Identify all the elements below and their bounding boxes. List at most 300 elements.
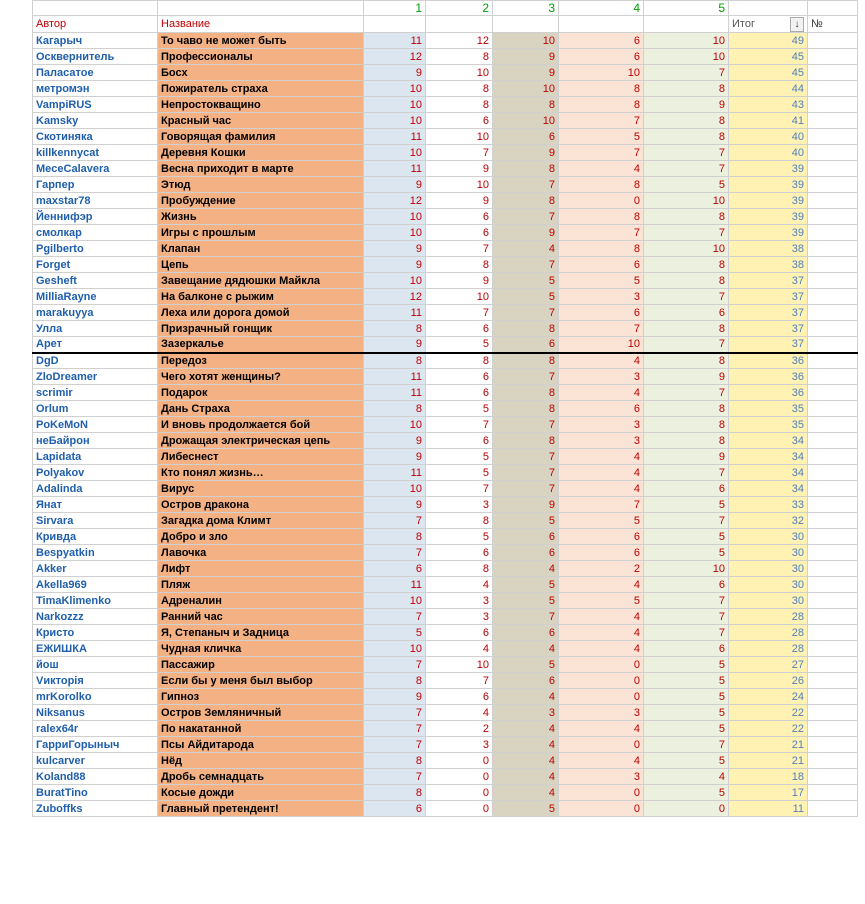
number-cell[interactable] (808, 321, 858, 337)
judge-4-score-cell[interactable]: 0 (559, 673, 644, 689)
judge-4-score-cell[interactable]: 3 (559, 369, 644, 385)
judge-5-score-cell[interactable]: 5 (644, 673, 729, 689)
judge-3-score-cell[interactable]: 7 (493, 369, 559, 385)
judge-1-score-cell[interactable]: 10 (364, 145, 426, 161)
title-cell[interactable]: Псы Айдитарода (158, 737, 364, 753)
judge-3-score-cell[interactable]: 7 (493, 609, 559, 625)
judge-5-score-cell[interactable]: 0 (644, 801, 729, 817)
judge-2-score-cell[interactable]: 8 (426, 257, 493, 273)
judge-3-score-cell[interactable]: 4 (493, 769, 559, 785)
judge-4-score-cell[interactable]: 4 (559, 577, 644, 593)
judge-3-score-cell[interactable]: 7 (493, 209, 559, 225)
judge-4-score-cell[interactable]: 5 (559, 593, 644, 609)
judge-5-score-cell[interactable]: 8 (644, 353, 729, 369)
total-cell[interactable]: 11 (729, 801, 808, 817)
judge-3-score-cell[interactable]: 6 (493, 337, 559, 353)
number-cell[interactable] (808, 577, 858, 593)
author-cell[interactable]: Gesheft (33, 273, 158, 289)
author-cell[interactable]: Zuboffks (33, 801, 158, 817)
title-cell[interactable]: И вновь продолжается бой (158, 417, 364, 433)
judge-5-score-cell[interactable]: 6 (644, 305, 729, 321)
number-cell[interactable] (808, 641, 858, 657)
number-cell[interactable] (808, 145, 858, 161)
total-cell[interactable]: 34 (729, 465, 808, 481)
total-cell[interactable]: 30 (729, 577, 808, 593)
judge-2-score-cell[interactable]: 9 (426, 273, 493, 289)
author-cell[interactable]: Akker (33, 561, 158, 577)
number-cell[interactable] (808, 225, 858, 241)
number-cell[interactable] (808, 737, 858, 753)
judge-4-score-cell[interactable]: 0 (559, 689, 644, 705)
judge-4-score-cell[interactable]: 6 (559, 401, 644, 417)
title-cell[interactable]: Игры с прошлым (158, 225, 364, 241)
number-cell[interactable] (808, 289, 858, 305)
title-cell[interactable]: Лифт (158, 561, 364, 577)
judge-5-score-cell[interactable]: 7 (644, 145, 729, 161)
total-cell[interactable]: 30 (729, 529, 808, 545)
judge-4-score-cell[interactable]: 5 (559, 129, 644, 145)
judge-1-score-cell[interactable]: 10 (364, 481, 426, 497)
title-cell[interactable]: Леха или дорога домой (158, 305, 364, 321)
judge-4-score-cell[interactable]: 7 (559, 497, 644, 513)
total-cell[interactable]: 28 (729, 625, 808, 641)
total-cell[interactable]: 35 (729, 401, 808, 417)
sort-descending-icon[interactable]: ↓ (790, 17, 804, 32)
judge-5-score-cell[interactable]: 10 (644, 193, 729, 209)
judge-3-score-cell[interactable]: 4 (493, 721, 559, 737)
judge-1-score-cell[interactable]: 11 (364, 33, 426, 49)
total-cell[interactable]: 33 (729, 497, 808, 513)
author-cell[interactable]: Янат (33, 497, 158, 513)
total-cell[interactable]: 45 (729, 65, 808, 81)
judge-3-score-cell[interactable]: 7 (493, 465, 559, 481)
author-cell[interactable]: Kamsky (33, 113, 158, 129)
number-cell[interactable] (808, 753, 858, 769)
title-cell[interactable]: Чудная кличка (158, 641, 364, 657)
judge-1-score-cell[interactable]: 9 (364, 689, 426, 705)
judge-5-score-cell[interactable]: 5 (644, 705, 729, 721)
judge-2-score-cell[interactable]: 8 (426, 49, 493, 65)
number-cell[interactable] (808, 689, 858, 705)
title-cell[interactable]: Добро и зло (158, 529, 364, 545)
judge-5-score-cell[interactable]: 7 (644, 385, 729, 401)
title-cell[interactable]: Пробуждение (158, 193, 364, 209)
author-cell[interactable]: Narkozzz (33, 609, 158, 625)
judge-2-score-cell[interactable]: 6 (426, 689, 493, 705)
author-cell[interactable]: MeceCalavera (33, 161, 158, 177)
judge-1-score-cell[interactable]: 9 (364, 497, 426, 513)
title-cell[interactable]: Гипноз (158, 689, 364, 705)
judge-4-score-cell[interactable]: 4 (559, 465, 644, 481)
judge-4-score-cell[interactable]: 4 (559, 641, 644, 657)
author-cell[interactable]: Кристо (33, 625, 158, 641)
total-cell[interactable]: 38 (729, 257, 808, 273)
judge-2-score-cell[interactable]: 10 (426, 65, 493, 81)
judge-3-score-cell[interactable]: 5 (493, 593, 559, 609)
total-cell[interactable]: 18 (729, 769, 808, 785)
title-cell[interactable]: Говорящая фамилия (158, 129, 364, 145)
number-cell[interactable] (808, 305, 858, 321)
judge-2-score-cell[interactable]: 0 (426, 753, 493, 769)
title-cell[interactable]: Чего хотят женщины? (158, 369, 364, 385)
judge-1-score-cell[interactable]: 9 (364, 449, 426, 465)
judge-1-score-cell[interactable]: 12 (364, 289, 426, 305)
judge-5-score-cell[interactable]: 8 (644, 257, 729, 273)
header-title[interactable]: Название (158, 16, 364, 33)
number-cell[interactable] (808, 49, 858, 65)
judge-2-score-cell[interactable]: 0 (426, 801, 493, 817)
judge-4-score-cell[interactable]: 6 (559, 529, 644, 545)
number-cell[interactable] (808, 129, 858, 145)
judge-2-score-cell[interactable]: 3 (426, 737, 493, 753)
total-cell[interactable]: 37 (729, 305, 808, 321)
judge-2-score-cell[interactable]: 6 (426, 209, 493, 225)
judge-4-score-cell[interactable]: 8 (559, 177, 644, 193)
judge-4-score-cell[interactable]: 6 (559, 33, 644, 49)
judge-3-score-cell[interactable]: 6 (493, 545, 559, 561)
total-cell[interactable]: 35 (729, 417, 808, 433)
number-cell[interactable] (808, 465, 858, 481)
judge-1-score-cell[interactable]: 8 (364, 353, 426, 369)
author-cell[interactable]: ralex64r (33, 721, 158, 737)
judge-3-score-cell[interactable]: 5 (493, 577, 559, 593)
total-cell[interactable]: 22 (729, 721, 808, 737)
judge-4-score-cell[interactable]: 6 (559, 49, 644, 65)
judge-2-score-cell[interactable]: 8 (426, 561, 493, 577)
judge-1-score-cell[interactable]: 12 (364, 193, 426, 209)
judge-1-score-cell[interactable]: 7 (364, 657, 426, 673)
judge-1-score-cell[interactable]: 9 (364, 177, 426, 193)
judge-5-score-cell[interactable]: 7 (644, 465, 729, 481)
judge-3-score-cell[interactable]: 9 (493, 145, 559, 161)
title-cell[interactable]: Подарок (158, 385, 364, 401)
title-cell[interactable]: Если бы у меня был выбор (158, 673, 364, 689)
author-cell[interactable]: DgD (33, 353, 158, 369)
judge-5-score-cell[interactable]: 8 (644, 113, 729, 129)
judge-2-score-cell[interactable]: 10 (426, 657, 493, 673)
number-cell[interactable] (808, 721, 858, 737)
author-cell[interactable]: Скотиняка (33, 129, 158, 145)
judge-2-score-cell[interactable]: 6 (426, 625, 493, 641)
number-cell[interactable] (808, 513, 858, 529)
judge-4-score-cell[interactable]: 5 (559, 513, 644, 529)
judge-5-score-cell[interactable]: 8 (644, 433, 729, 449)
total-cell[interactable]: 37 (729, 289, 808, 305)
number-cell[interactable] (808, 705, 858, 721)
judge-3-score-cell[interactable]: 7 (493, 481, 559, 497)
author-cell[interactable]: ZloDreamer (33, 369, 158, 385)
judge-1-score-cell[interactable]: 9 (364, 65, 426, 81)
header-num[interactable]: № (808, 16, 858, 33)
author-cell[interactable]: marakuyya (33, 305, 158, 321)
title-cell[interactable]: Либеснест (158, 449, 364, 465)
number-cell[interactable] (808, 33, 858, 49)
judge-2-score-cell[interactable]: 2 (426, 721, 493, 737)
author-cell[interactable]: ГарриГорыныч (33, 737, 158, 753)
total-cell[interactable]: 36 (729, 353, 808, 369)
judge-4-score-cell[interactable]: 3 (559, 705, 644, 721)
judge-3-score-cell[interactable]: 9 (493, 49, 559, 65)
judge-2-score-cell[interactable]: 5 (426, 529, 493, 545)
title-cell[interactable]: Цепь (158, 257, 364, 273)
author-cell[interactable]: Паласатое (33, 65, 158, 81)
judge-2-score-cell[interactable]: 7 (426, 417, 493, 433)
judge-4-score-cell[interactable]: 8 (559, 97, 644, 113)
title-cell[interactable]: Непростокващино (158, 97, 364, 113)
judge-4-score-cell[interactable]: 4 (559, 721, 644, 737)
judge-1-score-cell[interactable]: 9 (364, 257, 426, 273)
judge-1-score-cell[interactable]: 7 (364, 737, 426, 753)
total-cell[interactable]: 22 (729, 705, 808, 721)
author-cell[interactable]: ЕЖИШКА (33, 641, 158, 657)
title-cell[interactable]: Пассажир (158, 657, 364, 673)
title-cell[interactable]: Пожиратель страха (158, 81, 364, 97)
judge-2-score-cell[interactable]: 10 (426, 177, 493, 193)
number-cell[interactable] (808, 81, 858, 97)
judge-3-score-cell[interactable]: 6 (493, 529, 559, 545)
judge-5-score-cell[interactable]: 9 (644, 449, 729, 465)
judge-5-score-cell[interactable]: 7 (644, 609, 729, 625)
judge-2-score-cell[interactable]: 6 (426, 225, 493, 241)
judge-1-score-cell[interactable]: 7 (364, 545, 426, 561)
judge-3-score-cell[interactable]: 5 (493, 513, 559, 529)
judge-1-score-cell[interactable]: 10 (364, 113, 426, 129)
judge-4-score-cell[interactable]: 7 (559, 145, 644, 161)
judge-5-score-cell[interactable]: 8 (644, 129, 729, 145)
author-cell[interactable]: BuratTino (33, 785, 158, 801)
judge-4-score-cell[interactable]: 4 (559, 625, 644, 641)
judge-2-score-cell[interactable]: 9 (426, 193, 493, 209)
judge-5-score-cell[interactable]: 8 (644, 417, 729, 433)
author-cell[interactable]: Koland88 (33, 769, 158, 785)
judge-1-score-cell[interactable]: 8 (364, 321, 426, 337)
title-cell[interactable]: Передоз (158, 353, 364, 369)
number-cell[interactable] (808, 481, 858, 497)
number-cell[interactable] (808, 593, 858, 609)
title-cell[interactable]: Деревня Кошки (158, 145, 364, 161)
title-cell[interactable]: Призрачный гонщик (158, 321, 364, 337)
author-cell[interactable]: Осквернитель (33, 49, 158, 65)
judge-3-score-cell[interactable]: 8 (493, 385, 559, 401)
judge-1-score-cell[interactable]: 7 (364, 721, 426, 737)
author-cell[interactable]: метромэн (33, 81, 158, 97)
judge-1-score-cell[interactable]: 9 (364, 241, 426, 257)
judge-3-score-cell[interactable]: 5 (493, 801, 559, 817)
total-cell[interactable]: 37 (729, 337, 808, 353)
judge-1-score-cell[interactable]: 11 (364, 385, 426, 401)
total-cell[interactable]: 17 (729, 785, 808, 801)
judge-1-score-cell[interactable]: 6 (364, 801, 426, 817)
judge-2-score-cell[interactable]: 7 (426, 305, 493, 321)
author-cell[interactable]: Orlum (33, 401, 158, 417)
author-cell[interactable]: scrimir (33, 385, 158, 401)
judge-3-score-cell[interactable]: 4 (493, 241, 559, 257)
author-cell[interactable]: Akella969 (33, 577, 158, 593)
judge-4-score-cell[interactable]: 4 (559, 449, 644, 465)
judge-4-score-cell[interactable]: 4 (559, 481, 644, 497)
judge-1-score-cell[interactable]: 6 (364, 561, 426, 577)
author-cell[interactable]: смолкар (33, 225, 158, 241)
author-cell[interactable]: TimaKlimenko (33, 593, 158, 609)
total-cell[interactable]: 40 (729, 145, 808, 161)
author-cell[interactable]: Йеннифэр (33, 209, 158, 225)
number-cell[interactable] (808, 433, 858, 449)
judge-1-score-cell[interactable]: 10 (364, 81, 426, 97)
author-cell[interactable]: Арет (33, 337, 158, 353)
total-cell[interactable]: 39 (729, 209, 808, 225)
judge-5-score-cell[interactable]: 6 (644, 641, 729, 657)
number-cell[interactable] (808, 561, 858, 577)
total-cell[interactable]: 30 (729, 545, 808, 561)
judge-2-score-cell[interactable]: 3 (426, 609, 493, 625)
number-cell[interactable] (808, 209, 858, 225)
judge-2-score-cell[interactable]: 5 (426, 401, 493, 417)
judge-4-score-cell[interactable]: 4 (559, 609, 644, 625)
number-cell[interactable] (808, 241, 858, 257)
judge-2-score-cell[interactable]: 0 (426, 769, 493, 785)
judge-1-score-cell[interactable]: 9 (364, 337, 426, 353)
judge-3-score-cell[interactable]: 8 (493, 433, 559, 449)
number-cell[interactable] (808, 417, 858, 433)
total-cell[interactable]: 40 (729, 129, 808, 145)
total-cell[interactable]: 38 (729, 241, 808, 257)
judge-3-score-cell[interactable]: 7 (493, 177, 559, 193)
number-cell[interactable] (808, 545, 858, 561)
judge-3-score-cell[interactable]: 6 (493, 129, 559, 145)
number-cell[interactable] (808, 657, 858, 673)
author-cell[interactable]: MilliaRayne (33, 289, 158, 305)
author-cell[interactable]: Sirvara (33, 513, 158, 529)
title-cell[interactable]: Клапан (158, 241, 364, 257)
title-cell[interactable]: Загадка дома Климт (158, 513, 364, 529)
judge-5-score-cell[interactable]: 8 (644, 81, 729, 97)
number-cell[interactable] (808, 369, 858, 385)
judge-3-score-cell[interactable]: 9 (493, 497, 559, 513)
judge-4-score-cell[interactable]: 0 (559, 801, 644, 817)
judge-5-score-cell[interactable]: 8 (644, 209, 729, 225)
judge-3-score-cell[interactable]: 7 (493, 305, 559, 321)
author-cell[interactable]: PoKeMoN (33, 417, 158, 433)
title-cell[interactable]: Адреналин (158, 593, 364, 609)
title-cell[interactable]: Остров дракона (158, 497, 364, 513)
total-cell[interactable]: 39 (729, 177, 808, 193)
total-cell[interactable]: 37 (729, 321, 808, 337)
total-cell[interactable]: 34 (729, 481, 808, 497)
judge-3-score-cell[interactable]: 5 (493, 657, 559, 673)
title-cell[interactable]: Жизнь (158, 209, 364, 225)
judge-4-score-cell[interactable]: 3 (559, 289, 644, 305)
judge-5-score-cell[interactable]: 9 (644, 97, 729, 113)
judge-2-score-cell[interactable]: 4 (426, 705, 493, 721)
total-cell[interactable]: 41 (729, 113, 808, 129)
number-cell[interactable] (808, 673, 858, 689)
judge-5-score-cell[interactable]: 10 (644, 49, 729, 65)
judge-5-score-cell[interactable]: 5 (644, 657, 729, 673)
judge-5-score-cell[interactable]: 6 (644, 577, 729, 593)
judge-2-score-cell[interactable]: 4 (426, 641, 493, 657)
judge-2-score-cell[interactable]: 0 (426, 785, 493, 801)
total-cell[interactable]: 44 (729, 81, 808, 97)
judge-3-score-cell[interactable]: 4 (493, 689, 559, 705)
judge-5-score-cell[interactable]: 7 (644, 625, 729, 641)
total-cell[interactable]: 30 (729, 561, 808, 577)
judge-3-score-cell[interactable]: 7 (493, 257, 559, 273)
title-cell[interactable]: Профессионалы (158, 49, 364, 65)
author-cell[interactable]: mrKorolko (33, 689, 158, 705)
total-cell[interactable]: 30 (729, 593, 808, 609)
judge-5-score-cell[interactable]: 7 (644, 289, 729, 305)
judge-1-score-cell[interactable]: 10 (364, 209, 426, 225)
total-cell[interactable]: 39 (729, 193, 808, 209)
title-cell[interactable]: Главный претендент! (158, 801, 364, 817)
judge-5-score-cell[interactable]: 10 (644, 241, 729, 257)
number-cell[interactable] (808, 401, 858, 417)
judge-5-score-cell[interactable]: 5 (644, 753, 729, 769)
judge-3-score-cell[interactable]: 4 (493, 737, 559, 753)
title-cell[interactable]: Этюд (158, 177, 364, 193)
judge-2-score-cell[interactable]: 6 (426, 369, 493, 385)
total-cell[interactable]: 21 (729, 737, 808, 753)
judge-4-score-cell[interactable]: 7 (559, 113, 644, 129)
judge-2-score-cell[interactable]: 10 (426, 129, 493, 145)
judge-1-score-cell[interactable]: 9 (364, 433, 426, 449)
total-cell[interactable]: 21 (729, 753, 808, 769)
judge-2-score-cell[interactable]: 12 (426, 33, 493, 49)
judge-2-score-cell[interactable]: 7 (426, 145, 493, 161)
judge-4-score-cell[interactable]: 0 (559, 193, 644, 209)
judge-1-score-cell[interactable]: 5 (364, 625, 426, 641)
judge-1-score-cell[interactable]: 11 (364, 129, 426, 145)
judge-1-score-cell[interactable]: 8 (364, 785, 426, 801)
judge-1-score-cell[interactable]: 7 (364, 609, 426, 625)
total-cell[interactable]: 34 (729, 433, 808, 449)
total-cell[interactable]: 39 (729, 225, 808, 241)
judge-4-score-cell[interactable]: 6 (559, 545, 644, 561)
judge-1-score-cell[interactable]: 7 (364, 513, 426, 529)
judge-2-score-cell[interactable]: 6 (426, 433, 493, 449)
judge-4-score-cell[interactable]: 4 (559, 385, 644, 401)
author-cell[interactable]: Adalinda (33, 481, 158, 497)
judge-2-score-cell[interactable]: 5 (426, 449, 493, 465)
judge-5-score-cell[interactable]: 5 (644, 177, 729, 193)
judge-4-score-cell[interactable]: 4 (559, 353, 644, 369)
title-cell[interactable]: Завещание дядюшки Майкла (158, 273, 364, 289)
number-cell[interactable] (808, 97, 858, 113)
title-cell[interactable]: Лавочка (158, 545, 364, 561)
author-cell[interactable]: Кагарыч (33, 33, 158, 49)
total-cell[interactable]: 37 (729, 273, 808, 289)
author-cell[interactable]: Lapidata (33, 449, 158, 465)
judge-4-score-cell[interactable]: 0 (559, 657, 644, 673)
judge-3-score-cell[interactable]: 7 (493, 449, 559, 465)
judge-4-score-cell[interactable]: 4 (559, 161, 644, 177)
author-cell[interactable]: kulcarver (33, 753, 158, 769)
title-cell[interactable]: Ранний час (158, 609, 364, 625)
total-cell[interactable]: 28 (729, 609, 808, 625)
number-cell[interactable] (808, 177, 858, 193)
header-author[interactable]: Автор (33, 16, 158, 33)
judge-2-score-cell[interactable]: 3 (426, 497, 493, 513)
judge-5-score-cell[interactable]: 5 (644, 689, 729, 705)
judge-4-score-cell[interactable]: 6 (559, 257, 644, 273)
judge-1-score-cell[interactable]: 10 (364, 97, 426, 113)
judge-1-score-cell[interactable]: 11 (364, 161, 426, 177)
judge-4-score-cell[interactable]: 7 (559, 321, 644, 337)
judge-2-score-cell[interactable]: 6 (426, 113, 493, 129)
title-cell[interactable]: Вирус (158, 481, 364, 497)
judge-5-score-cell[interactable]: 10 (644, 33, 729, 49)
judge-1-score-cell[interactable]: 7 (364, 705, 426, 721)
